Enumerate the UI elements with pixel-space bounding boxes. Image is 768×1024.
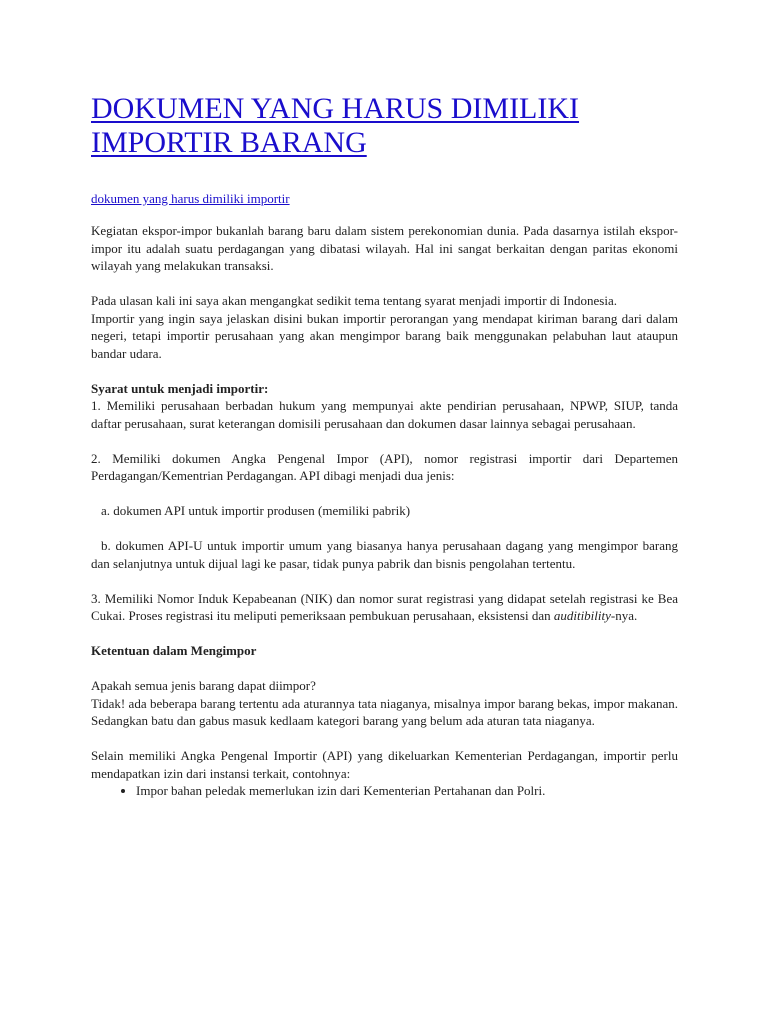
intro-paragraph: Kegiatan ekspor-impor bukanlah barang baru dalam sistem perekonomian dunia. Pada dasarnya istilah ekspor-impor itu adalah suatu perdagangan yang dibatasi wilayah. Hal ini sangat berkaitan dengan paritas ekonomi wilayah yang melakukan transaksi. [91, 223, 678, 273]
requirement-3-text: 3. Memiliki Nomor Induk Kepabeanan (NIK) dan nomor surat registrasi yang didapat setelah registrasi ke Bea Cukai. Proses registrasi itu meliputi pemeriksaan pembukuan perusahaan, eksistensi dan [91, 590, 678, 623]
article-link[interactable]: dokumen yang harus dimiliki importir [91, 191, 290, 206]
requirement-3-term: auditibility [553, 608, 611, 623]
rules-answer: Tidak! ada beberapa barang tertentu ada aturannya tata niaganya, misalnya impor barang bekas, impor makanan. Sedangkan batu dan gabus masuk kedlaam kategori barang yang belum ada aturan tata niaganya. [91, 695, 678, 728]
title-line-1: DOKUMEN YANG HARUS DIMILIKI [91, 92, 580, 125]
permits-list [91, 782, 678, 800]
importer-paragraph: Importir yang ingin saya jelaskan disini bukan importir perorangan yang mendapat kiriman barang dari dalam negeri, tetapi importir perusahaan yang akan mengimpor barang baik menggunakan pelabuhan laut ataupun bandar udara. [91, 310, 678, 361]
rules-question: Apakah semua jenis barang dapat diimpor? [91, 678, 316, 693]
requirement-1: 1. Memiliki perusahaan berbadan hukum yang mempunyai akte pendirian perusahaan, NPWP, SIUP, tanda daftar perusahaan, surat keterangan domisili perusahaan dan dokumen dasar lainnya sebagai perusahaan. [91, 398, 678, 431]
requirement-2b: b. dokumen API-U untuk importir umum yang biasanya hanya perusahaan dagang yang mengimpor barang dan selanjutnya untuk dijual lagi ke pasar, tidak punya pabrik dan bisnis pengolahan tertentu. [91, 538, 678, 571]
requirement-3 [91, 590, 678, 625]
requirement-2a: a. dokumen API untuk importir produsen (memiliki pabrik) [101, 503, 411, 518]
topic-paragraph: Pada ulasan kali ini saya akan mengangkat sedikit tema tentang syarat menjadi importir di Indonesia. [91, 293, 617, 308]
document-page [91, 92, 678, 800]
requirement-3-suffix: -nya. [610, 608, 638, 623]
rules-heading: Ketentuan dalam Mengimpor [91, 643, 257, 658]
permits-paragraph: Selain memiliki Angka Pengenal Importir (API) yang dikeluarkan Kementerian Perdagangan, importir perlu mendapatkan izin dari instansi terkait, contohnya: [91, 748, 678, 781]
requirement-2: 2. Memiliki dokumen Angka Pengenal Impor (API), nomor registrasi importir dari Departemen Perdagangan/Kementrian Perdagangan. API dibagi menjadi dua jenis: [91, 450, 678, 483]
requirements-heading: Syarat untuk menjadi importir: [91, 380, 269, 396]
title-line-2: IMPORTIR BARANG [91, 126, 367, 159]
list-item: • Impor bahan peledak memerlukan izin dari Kementerian Pertahanan dan Polri. [136, 782, 678, 800]
document-title[interactable] [91, 92, 678, 160]
